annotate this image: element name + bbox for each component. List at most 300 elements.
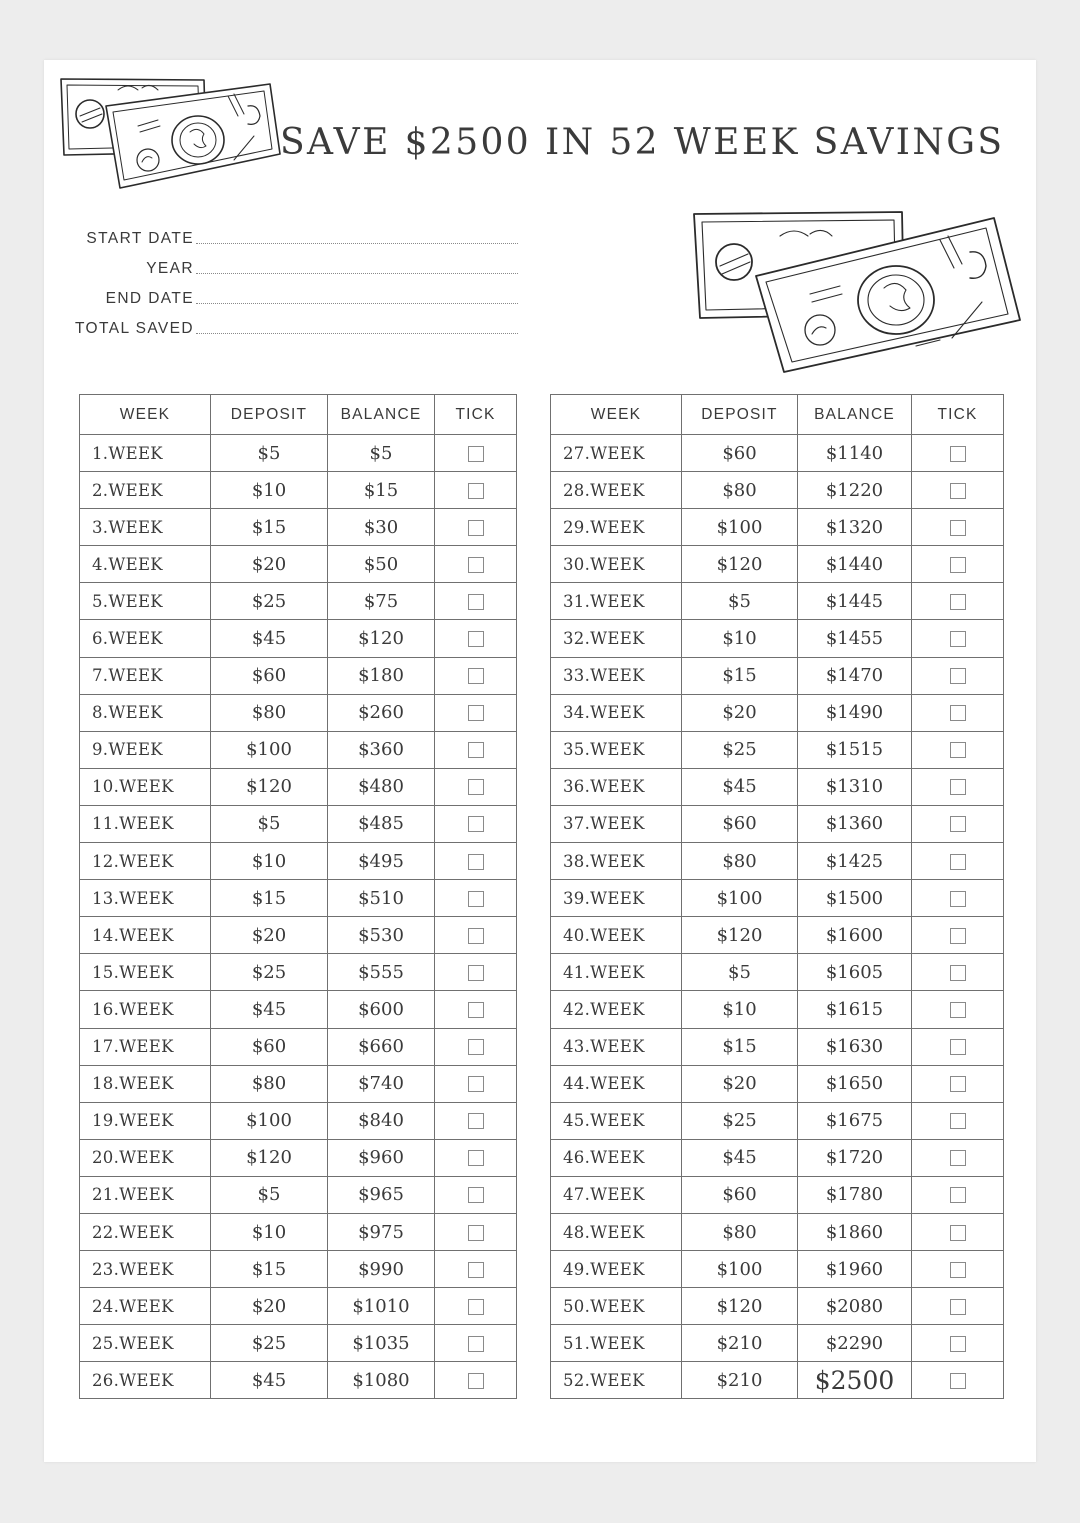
table-row — [551, 843, 1004, 880]
money-icon — [58, 76, 284, 192]
checkbox-icon[interactable] — [950, 483, 966, 499]
deposit-cell: $5 — [211, 435, 328, 472]
checkbox-icon[interactable] — [468, 891, 484, 907]
start-date-field[interactable] — [64, 218, 524, 248]
header-deposit: DEPOSIT — [682, 395, 798, 435]
tick-cell[interactable] — [435, 843, 517, 880]
checkbox-icon[interactable] — [950, 816, 966, 832]
week-cell: 33.WEEK — [551, 657, 682, 694]
checkbox-icon[interactable] — [468, 446, 484, 462]
table-row — [551, 1176, 1004, 1213]
table-row — [551, 731, 1004, 768]
deposit-cell: $100 — [682, 1251, 798, 1288]
table-row — [551, 1213, 1004, 1250]
week-cell: 39.WEEK — [551, 880, 682, 917]
week-cell: 18.WEEK — [80, 1065, 211, 1102]
tick-cell[interactable] — [912, 546, 1004, 583]
deposit-cell: $10 — [211, 1213, 328, 1250]
table-row — [551, 583, 1004, 620]
tick-cell[interactable] — [435, 1102, 517, 1139]
tick-cell[interactable] — [912, 1362, 1004, 1399]
deposit-cell: $10 — [682, 991, 798, 1028]
checkbox-icon[interactable] — [468, 483, 484, 499]
balance-cell: $1470 — [798, 657, 912, 694]
deposit-cell: $10 — [211, 843, 328, 880]
checkbox-icon[interactable] — [468, 1039, 484, 1055]
week-cell: 27.WEEK — [551, 435, 682, 472]
checkbox-icon[interactable] — [468, 557, 484, 573]
deposit-cell: $210 — [682, 1362, 798, 1399]
table-row — [80, 1251, 517, 1288]
deposit-cell: $60 — [682, 435, 798, 472]
balance-cell: $15 — [328, 472, 435, 509]
checkbox-icon[interactable] — [950, 1187, 966, 1203]
balance-cell: $510 — [328, 880, 435, 917]
checkbox-icon[interactable] — [950, 446, 966, 462]
tick-cell[interactable] — [912, 954, 1004, 991]
table-row — [80, 1362, 517, 1399]
tick-cell[interactable] — [912, 620, 1004, 657]
table-row — [551, 1065, 1004, 1102]
table-row — [551, 880, 1004, 917]
deposit-cell: $80 — [211, 1065, 328, 1102]
total-saved-field[interactable] — [64, 308, 524, 338]
tick-cell[interactable] — [912, 694, 1004, 731]
checkbox-icon[interactable] — [468, 816, 484, 832]
tick-cell[interactable] — [435, 435, 517, 472]
balance-cell: $485 — [328, 805, 435, 842]
checkbox-icon[interactable] — [950, 1373, 966, 1389]
week-cell: 15.WEEK — [80, 954, 211, 991]
deposit-cell: $45 — [211, 991, 328, 1028]
checkbox-icon[interactable] — [950, 594, 966, 610]
tick-cell[interactable] — [912, 805, 1004, 842]
tick-cell[interactable] — [435, 509, 517, 546]
table-row — [80, 1213, 517, 1250]
savings-table-weeks-27-52 — [550, 394, 1004, 1399]
table-row — [80, 509, 517, 546]
balance-cell: $1500 — [798, 880, 912, 917]
balance-cell: $480 — [328, 768, 435, 805]
table-row — [551, 991, 1004, 1028]
balance-cell: $1720 — [798, 1139, 912, 1176]
deposit-cell: $15 — [211, 880, 328, 917]
tick-cell[interactable] — [912, 1176, 1004, 1213]
checkbox-icon[interactable] — [950, 1002, 966, 1018]
table-row — [80, 731, 517, 768]
checkbox-icon[interactable] — [468, 520, 484, 536]
tick-cell[interactable] — [435, 991, 517, 1028]
week-cell: 34.WEEK — [551, 694, 682, 731]
table-row — [551, 472, 1004, 509]
tick-cell[interactable] — [435, 472, 517, 509]
savings-table-weeks-1-26 — [79, 394, 517, 1399]
deposit-cell: $100 — [682, 880, 798, 917]
deposit-cell: $45 — [682, 1139, 798, 1176]
table-row — [80, 768, 517, 805]
week-cell: 26.WEEK — [80, 1362, 211, 1399]
balance-cell: $1780 — [798, 1176, 912, 1213]
header-balance: BALANCE — [328, 395, 435, 435]
deposit-cell: $80 — [211, 694, 328, 731]
checkbox-icon[interactable] — [468, 631, 484, 647]
year-field[interactable] — [64, 248, 524, 278]
balance-cell: $1140 — [798, 435, 912, 472]
balance-cell: $50 — [328, 546, 435, 583]
checkbox-icon[interactable] — [468, 854, 484, 870]
tick-cell[interactable] — [435, 657, 517, 694]
checkbox-icon[interactable] — [468, 1336, 484, 1352]
tick-cell[interactable] — [435, 1065, 517, 1102]
balance-cell: $495 — [328, 843, 435, 880]
deposit-cell: $15 — [682, 657, 798, 694]
deposit-cell: $120 — [211, 1139, 328, 1176]
table-row — [551, 694, 1004, 731]
year-line[interactable] — [196, 272, 518, 274]
deposit-cell: $100 — [211, 731, 328, 768]
table-row — [80, 1102, 517, 1139]
balance-cell: $1360 — [798, 805, 912, 842]
deposit-cell: $120 — [682, 546, 798, 583]
week-cell: 52.WEEK — [551, 1362, 682, 1399]
balance-cell: $360 — [328, 731, 435, 768]
table-row — [80, 1325, 517, 1362]
week-cell: 35.WEEK — [551, 731, 682, 768]
table-row — [551, 657, 1004, 694]
table-row — [551, 1362, 1004, 1399]
tick-cell[interactable] — [912, 1251, 1004, 1288]
week-cell: 37.WEEK — [551, 805, 682, 842]
week-cell: 21.WEEK — [80, 1176, 211, 1213]
balance-cell: $1320 — [798, 509, 912, 546]
table-body — [551, 435, 1004, 1399]
balance-cell: $1860 — [798, 1213, 912, 1250]
deposit-cell: $10 — [211, 472, 328, 509]
balance-cell: $75 — [328, 583, 435, 620]
tick-cell[interactable] — [435, 731, 517, 768]
header-tick: TICK — [912, 395, 1004, 435]
table-row — [80, 1028, 517, 1065]
table-row — [80, 620, 517, 657]
checkbox-icon[interactable] — [468, 965, 484, 981]
week-cell: 7.WEEK — [80, 657, 211, 694]
checkbox-icon[interactable] — [468, 928, 484, 944]
week-cell: 36.WEEK — [551, 768, 682, 805]
balance-cell: $180 — [328, 657, 435, 694]
header-week: WEEK — [551, 395, 682, 435]
header-balance: BALANCE — [798, 395, 912, 435]
end-date-field[interactable] — [64, 278, 524, 308]
header-deposit: DEPOSIT — [211, 395, 328, 435]
deposit-cell: $25 — [211, 1325, 328, 1362]
balance-cell: $555 — [328, 954, 435, 991]
balance-cell: $1310 — [798, 768, 912, 805]
checkbox-icon[interactable] — [468, 1150, 484, 1166]
checkbox-icon[interactable] — [468, 668, 484, 684]
money-icon — [690, 208, 1026, 376]
week-cell: 17.WEEK — [80, 1028, 211, 1065]
checkbox-icon[interactable] — [950, 705, 966, 721]
week-cell: 44.WEEK — [551, 1065, 682, 1102]
start-date-line[interactable] — [196, 242, 518, 244]
balance-cell: $1650 — [798, 1065, 912, 1102]
balance-cell: $1490 — [798, 694, 912, 731]
tick-cell[interactable] — [912, 768, 1004, 805]
tick-cell[interactable] — [435, 805, 517, 842]
balance-cell: $1080 — [328, 1362, 435, 1399]
week-cell: 45.WEEK — [551, 1102, 682, 1139]
tick-cell[interactable] — [912, 583, 1004, 620]
tick-cell[interactable] — [435, 620, 517, 657]
checkbox-icon[interactable] — [468, 1373, 484, 1389]
tick-cell[interactable] — [912, 917, 1004, 954]
table-row — [80, 880, 517, 917]
checkbox-icon[interactable] — [468, 1299, 484, 1315]
week-cell: 43.WEEK — [551, 1028, 682, 1065]
week-cell: 11.WEEK — [80, 805, 211, 842]
balance-cell: $1675 — [798, 1102, 912, 1139]
tick-cell[interactable] — [912, 472, 1004, 509]
checkbox-icon[interactable] — [468, 1225, 484, 1241]
tick-cell[interactable] — [912, 880, 1004, 917]
week-cell: 10.WEEK — [80, 768, 211, 805]
table-row — [80, 1176, 517, 1213]
end-date-line[interactable] — [196, 302, 518, 304]
table-row — [80, 1288, 517, 1325]
tick-cell[interactable] — [435, 1139, 517, 1176]
checkbox-icon[interactable] — [950, 520, 966, 536]
deposit-cell: $5 — [682, 954, 798, 991]
checkbox-icon[interactable] — [950, 1299, 966, 1315]
deposit-cell: $15 — [211, 509, 328, 546]
tick-cell[interactable] — [435, 768, 517, 805]
checkbox-icon[interactable] — [950, 1225, 966, 1241]
week-cell: 31.WEEK — [551, 583, 682, 620]
deposit-cell: $20 — [211, 1288, 328, 1325]
table-row — [551, 1288, 1004, 1325]
week-cell: 25.WEEK — [80, 1325, 211, 1362]
deposit-cell: $25 — [682, 1102, 798, 1139]
week-cell: 22.WEEK — [80, 1213, 211, 1250]
tick-cell[interactable] — [435, 1251, 517, 1288]
deposit-cell: $80 — [682, 843, 798, 880]
tick-cell[interactable] — [912, 1102, 1004, 1139]
table-row — [80, 917, 517, 954]
table-row — [80, 805, 517, 842]
savings-sheet — [44, 60, 1036, 1462]
balance-cell: $660 — [328, 1028, 435, 1065]
checkbox-icon[interactable] — [950, 631, 966, 647]
checkbox-icon[interactable] — [950, 742, 966, 758]
tick-cell[interactable] — [912, 1139, 1004, 1176]
week-cell: 20.WEEK — [80, 1139, 211, 1176]
balance-cell: $2500 — [798, 1362, 912, 1399]
table-row — [551, 435, 1004, 472]
week-cell: 30.WEEK — [551, 546, 682, 583]
info-fields — [64, 218, 524, 338]
balance-cell: $1455 — [798, 620, 912, 657]
tick-cell[interactable] — [912, 991, 1004, 1028]
checkbox-icon[interactable] — [468, 1076, 484, 1092]
week-cell: 3.WEEK — [80, 509, 211, 546]
deposit-cell: $10 — [682, 620, 798, 657]
table-row — [551, 1139, 1004, 1176]
deposit-cell: $20 — [682, 1065, 798, 1102]
balance-cell: $1425 — [798, 843, 912, 880]
balance-cell: $1615 — [798, 991, 912, 1028]
tick-cell[interactable] — [435, 1028, 517, 1065]
table-row — [80, 435, 517, 472]
balance-cell: $975 — [328, 1213, 435, 1250]
balance-cell: $1220 — [798, 472, 912, 509]
checkbox-icon[interactable] — [950, 779, 966, 795]
checkbox-icon[interactable] — [950, 1039, 966, 1055]
tick-cell[interactable] — [435, 1362, 517, 1399]
week-cell: 23.WEEK — [80, 1251, 211, 1288]
tick-cell[interactable] — [912, 509, 1004, 546]
tick-cell[interactable] — [912, 1065, 1004, 1102]
checkbox-icon[interactable] — [468, 594, 484, 610]
checkbox-icon[interactable] — [950, 1262, 966, 1278]
balance-cell: $5 — [328, 435, 435, 472]
week-cell: 24.WEEK — [80, 1288, 211, 1325]
checkbox-icon[interactable] — [950, 557, 966, 573]
deposit-cell: $25 — [211, 583, 328, 620]
table-row — [80, 1139, 517, 1176]
deposit-cell: $60 — [682, 805, 798, 842]
tick-cell[interactable] — [435, 1213, 517, 1250]
checkbox-icon[interactable] — [468, 1113, 484, 1129]
tick-cell[interactable] — [435, 880, 517, 917]
week-cell: 5.WEEK — [80, 583, 211, 620]
tick-cell[interactable] — [435, 583, 517, 620]
balance-cell: $530 — [328, 917, 435, 954]
tick-cell[interactable] — [912, 657, 1004, 694]
deposit-cell: $45 — [211, 620, 328, 657]
deposit-cell: $20 — [682, 694, 798, 731]
deposit-cell: $120 — [682, 917, 798, 954]
balance-cell: $1605 — [798, 954, 912, 991]
deposit-cell: $20 — [211, 546, 328, 583]
table-body — [80, 435, 517, 1399]
checkbox-icon[interactable] — [468, 1002, 484, 1018]
balance-cell: $965 — [328, 1176, 435, 1213]
table-header-row — [80, 395, 517, 435]
week-cell: 41.WEEK — [551, 954, 682, 991]
tick-cell[interactable] — [912, 1213, 1004, 1250]
checkbox-icon[interactable] — [468, 779, 484, 795]
checkbox-icon[interactable] — [950, 854, 966, 870]
checkbox-icon[interactable] — [950, 891, 966, 907]
deposit-cell: $20 — [211, 917, 328, 954]
checkbox-icon[interactable] — [950, 965, 966, 981]
deposit-cell: $45 — [211, 1362, 328, 1399]
tick-cell[interactable] — [435, 694, 517, 731]
page-title: SAVE $2500 IN 52 WEEK SAVINGS — [280, 122, 1005, 163]
tick-cell[interactable] — [912, 843, 1004, 880]
week-cell: 40.WEEK — [551, 917, 682, 954]
balance-cell: $960 — [328, 1139, 435, 1176]
deposit-cell: $15 — [682, 1028, 798, 1065]
table-row — [80, 583, 517, 620]
header-week: WEEK — [80, 395, 211, 435]
balance-cell: $2080 — [798, 1288, 912, 1325]
week-cell: 51.WEEK — [551, 1325, 682, 1362]
week-cell: 8.WEEK — [80, 694, 211, 731]
deposit-cell: $100 — [682, 509, 798, 546]
week-cell: 9.WEEK — [80, 731, 211, 768]
deposit-cell: $120 — [211, 768, 328, 805]
tick-cell[interactable] — [912, 1028, 1004, 1065]
balance-cell: $1960 — [798, 1251, 912, 1288]
deposit-cell: $5 — [682, 583, 798, 620]
checkbox-icon[interactable] — [468, 705, 484, 721]
total-saved-line[interactable] — [196, 332, 518, 334]
tick-cell[interactable] — [435, 954, 517, 991]
header-tick: TICK — [435, 395, 517, 435]
checkbox-icon[interactable] — [950, 1113, 966, 1129]
tick-cell[interactable] — [435, 1176, 517, 1213]
checkbox-icon[interactable] — [468, 1262, 484, 1278]
week-cell: 49.WEEK — [551, 1251, 682, 1288]
tick-cell[interactable] — [912, 1288, 1004, 1325]
tick-cell[interactable] — [912, 435, 1004, 472]
start-date-label: START DATE — [86, 230, 194, 247]
deposit-cell: $60 — [682, 1176, 798, 1213]
tick-cell[interactable] — [912, 1325, 1004, 1362]
deposit-cell: $60 — [211, 1028, 328, 1065]
table-row — [80, 991, 517, 1028]
week-cell: 16.WEEK — [80, 991, 211, 1028]
deposit-cell: $5 — [211, 805, 328, 842]
checkbox-icon[interactable] — [950, 1336, 966, 1352]
table-row — [551, 620, 1004, 657]
checkbox-icon[interactable] — [468, 742, 484, 758]
table-row — [551, 509, 1004, 546]
checkbox-icon[interactable] — [950, 1150, 966, 1166]
checkbox-icon[interactable] — [950, 928, 966, 944]
week-cell: 50.WEEK — [551, 1288, 682, 1325]
week-cell: 32.WEEK — [551, 620, 682, 657]
table-row — [80, 1065, 517, 1102]
week-cell: 1.WEEK — [80, 435, 211, 472]
deposit-cell: $100 — [211, 1102, 328, 1139]
balance-cell: $990 — [328, 1251, 435, 1288]
tick-cell[interactable] — [435, 917, 517, 954]
checkbox-icon[interactable] — [468, 1187, 484, 1203]
deposit-cell: $25 — [682, 731, 798, 768]
deposit-cell: $80 — [682, 1213, 798, 1250]
tick-cell[interactable] — [435, 1325, 517, 1362]
balance-cell: $30 — [328, 509, 435, 546]
week-cell: 42.WEEK — [551, 991, 682, 1028]
week-cell: 19.WEEK — [80, 1102, 211, 1139]
deposit-cell: $25 — [211, 954, 328, 991]
tick-cell[interactable] — [435, 546, 517, 583]
tick-cell[interactable] — [435, 1288, 517, 1325]
table-row — [80, 843, 517, 880]
tick-cell[interactable] — [912, 731, 1004, 768]
year-label: YEAR — [146, 260, 194, 277]
balance-cell: $1440 — [798, 546, 912, 583]
checkbox-icon[interactable] — [950, 1076, 966, 1092]
balance-cell: $600 — [328, 991, 435, 1028]
checkbox-icon[interactable] — [950, 668, 966, 684]
balance-cell: $1010 — [328, 1288, 435, 1325]
week-cell: 28.WEEK — [551, 472, 682, 509]
table-header-row — [551, 395, 1004, 435]
balance-cell: $2290 — [798, 1325, 912, 1362]
